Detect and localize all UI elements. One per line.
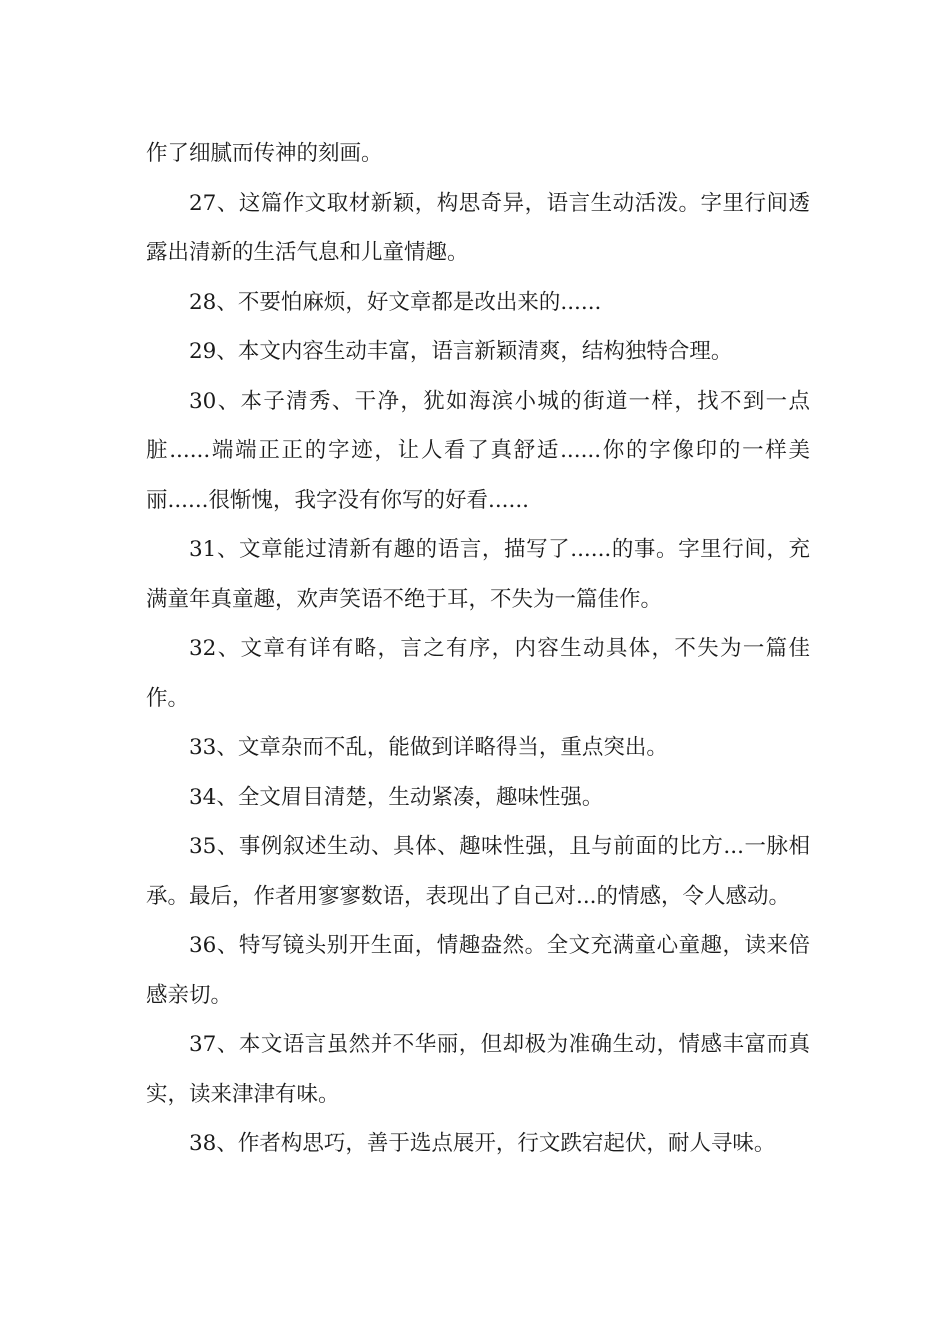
paragraph-comment-33: 33、文章杂而不乱，能做到详略得当，重点突出。	[189, 735, 668, 760]
paragraph-comment-30: 30、本子清秀、干净，犹如海滨小城的街道一样，找不到一点脏......端端正正的字迹，让人看了真舒适......你的字像印的一样美丽......很惭愧，我字没有你写的好看......	[146, 388, 810, 513]
document-body	[146, 129, 810, 1169]
paragraph-continuation: 作了细腻而传神的刻画。	[146, 141, 383, 166]
paragraph-comment-36: 36、特写镜头别开生面，情趣盎然。全文充满童心童趣，读来倍感亲切。	[146, 933, 810, 1008]
paragraph-comment-38: 38、作者构思巧，善于选点展开，行文跌宕起伏，耐人寻味。	[189, 1131, 776, 1156]
paragraph-comment-34: 34、全文眉目清楚，生动紧凑，趣味性强。	[189, 784, 604, 810]
paragraph-comment-37: 37、本文语言虽然并不华丽，但却极为准确生动，情感丰富而真实，读来津津有味。	[146, 1032, 810, 1107]
paragraph-comment-32: 32、文章有详有略，言之有序，内容生动具体，不失为一篇佳作。	[146, 636, 810, 711]
paragraph-comment-35: 35、事例叙述生动、具体、趣味性强，且与前面的比方...一脉相承。最后，作者用寥寥数语，表现出了自己对...的情感，令人感动。	[146, 834, 810, 909]
paragraph-comment-28: 28、不要怕麻烦，好文章都是改出来的......	[189, 289, 602, 315]
paragraph-comment-31: 31、文章能过清新有趣的语言，描写了......的事。字里行间，充满童年真童趣，欢声笑语不绝于耳，不失为一篇佳作。	[146, 537, 810, 612]
paragraph-comment-29: 29、本文内容生动丰富，语言新颖清爽，结构独特合理。	[189, 339, 733, 364]
paragraph-comment-27: 27、这篇作文取材新颖，构思奇异，语言生动活泼。字里行间透露出清新的生活气息和儿童情趣。	[146, 190, 810, 265]
